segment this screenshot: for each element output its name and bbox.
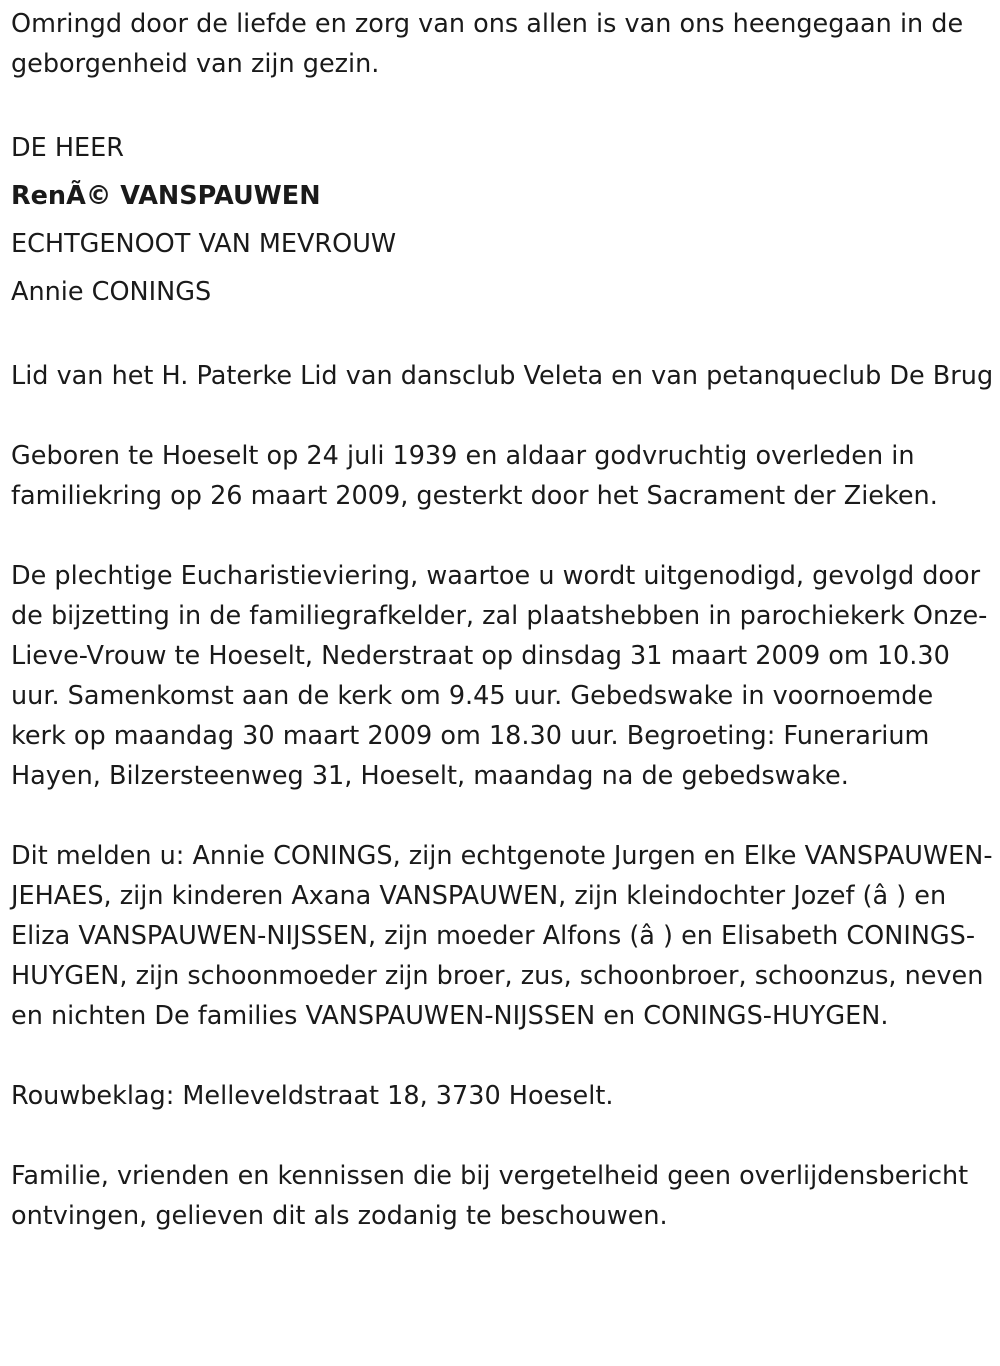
spouse-label: ECHTGENOOT VAN MEVROUW [11,229,397,259]
memberships-paragraph: Lid van het H. Paterke Lid van dansclub Veleta en van petanqueclub De Brug [11,361,994,391]
announcers-paragraph: Dit melden u: Annie CONINGS, zijn echtgenote Jurgen en Elke VANSPAUWEN-JEHAES, zijn kinderen Axana VANSPAUWEN, zijn kleindochter Jozef (â ) en Eliza VANSPAUWEN-NIJSSEN, zijn moeder Alfons (â ) en Elisabeth CONINGS-HUYGEN, zijn schoonmoeder zijn broer, zus, schoonbroer, schoonzus, neven en nichten De families VANSPAUWEN-NIJSSEN en CONINGS-HUYGEN. [11,841,993,1031]
deceased-name: RenÃ© VANSPAUWEN [11,181,321,211]
ceremony-paragraph: De plechtige Eucharistieviering, waartoe u wordt uitgenodigd, gevolgd door de bijzetting in de familiegrafkelder, zal plaatshebben in parochiekerk Onze-Lieve-Vrouw te Hoeselt, Nederstraat op dinsdag 31 maart 2009 om 10.30 uur. Samenkomst aan de kerk om 9.45 uur. Gebedswake in voornoemde kerk op maandag 30 maart 2009 om 18.30 uur. Begroeting: Funerarium Hayen, Bilzersteenweg 31, Hoeselt, maandag na de gebedswake. [11,561,988,791]
spacer [11,316,995,356]
spacer [11,396,995,436]
condolence-address: Rouwbeklag: Melleveldstraat 18, 3730 Hoeselt. [11,1081,614,1111]
spacer [11,796,995,836]
closing-paragraph: Familie, vrienden en kennissen die bij vergetelheid geen overlijdensbericht ontvingen, gelieven dit als zodanig te beschouwen. [11,1161,969,1231]
spouse-name: Annie CONINGS [11,277,212,307]
birth-death-paragraph: Geboren te Hoeselt op 24 juli 1939 en aldaar godvruchtig overleden in familiekring op 26 maart 2009, gesterkt door het Sacrament der Zieken. [11,441,938,511]
obituary-document [11,4,995,1236]
intro-paragraph: Omringd door de liefde en zorg van ons allen is van ons heengegaan in de geborgenheid van zijn gezin. [11,9,964,79]
spacer [11,1116,995,1156]
spacer [11,84,995,124]
spacer [11,516,995,556]
spacer [11,1036,995,1076]
honorific: DE HEER [11,133,124,163]
